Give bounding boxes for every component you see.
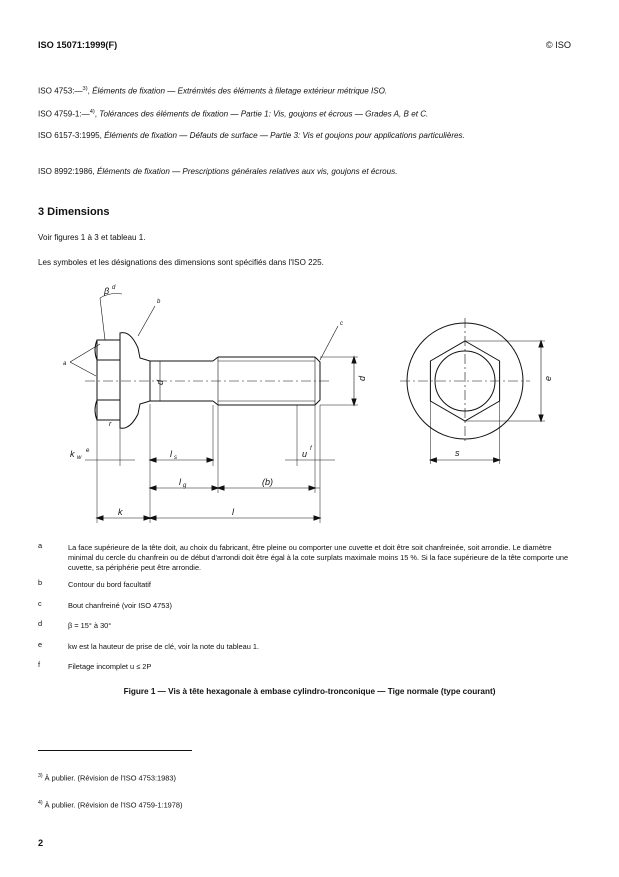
label-u-note: f — [310, 446, 312, 452]
footnote-mark: c — [38, 599, 42, 608]
label-kw-sub: w — [77, 455, 82, 461]
document-id: ISO 15071:1999(F) — [38, 40, 118, 50]
footnote-separator — [38, 750, 192, 751]
label-ls: l — [170, 449, 172, 459]
label-u: u — [302, 449, 308, 459]
label-lg-sub: g — [183, 483, 187, 489]
label-e: e — [543, 375, 553, 381]
label-ds: d — [155, 379, 165, 385]
footnote-text: Bout chanfreiné (voir ISO 4753) — [68, 601, 172, 610]
label-beta-note: d — [112, 285, 116, 291]
footnote-mark: f — [38, 660, 41, 669]
footnote-text: β = 15° à 30° — [68, 621, 112, 630]
label-kw: k — [70, 449, 75, 459]
footnote-text: kw est la hauteur de prise de clé, voir la note du tableau 1. — [68, 642, 260, 651]
label-c: c — [340, 321, 343, 327]
page-footnote: $^{4)}$ À publier. (Révision de l'ISO 4759-1:1978) — [38, 800, 183, 810]
label-l: l — [232, 507, 234, 517]
bolt-technical-drawing — [0, 278, 619, 528]
reference-item: ISO 6157-3:1995, Éléments de fixation — Défauts de surface — Partie 3: Vis et goujons pour applications particulières. — [38, 131, 465, 140]
page-footnote: $^{3)}$ À publier. (Révision de l'ISO 4753:1983) — [38, 773, 176, 783]
footnote-mark: d — [38, 619, 43, 628]
footnote-mark: b — [38, 578, 43, 587]
reference-item: ISO 4753:—$^{3)}$, Éléments de fixation — Extrémités des éléments à filetage extérieur métrique ISO. — [38, 86, 388, 96]
copyright-mark: © ISO — [545, 40, 571, 50]
figure-caption: Figure 1 — Vis à tête hexagonale à embase cylindro-tronconique — Tige normale (type courant) — [123, 687, 496, 696]
reference-item: ISO 4759-1:—$^{4)}$, Tolérances des éléments de fixation — Partie 1: Vis, goujons et écrous — Grades A, B et C. — [38, 109, 429, 119]
label-lg: l — [179, 477, 181, 487]
reference-item: ISO 8992:1986, Éléments de fixation — Prescriptions générales relatives aux vis, goujons et écrous. — [38, 167, 398, 176]
label-ls-sub: s — [174, 455, 177, 461]
label-d: d — [357, 375, 367, 381]
footnote-mark: e — [38, 640, 43, 649]
footnote-text: Contour du bord facultatif — [68, 580, 151, 589]
label-b-paren: (b) — [262, 477, 273, 487]
label-s: s — [455, 448, 460, 458]
label-kw-note: e — [86, 448, 90, 454]
footnote-mark: a — [38, 541, 43, 550]
footnote-text: La face supérieure de la tête doit, au choix du fabricant, être pleine ou comporter une cuvette et doit être soit chanfreinée, soit arrondie. Le diamètre minimal du cercle du chanfrein ou de début d'arrondi doit être égal à la cote surplats maximale moins 15 %. Si la face supérieure de la tête comporte une cuvette, sa périphérie peut être arrondie. — [68, 543, 569, 572]
section-text: Voir figures 1 à 3 et tableau 1. — [38, 233, 146, 242]
label-b: b — [157, 299, 161, 305]
label-a: a — [63, 361, 67, 367]
footnote-text: Filetage incomplet u ≤ 2P — [68, 662, 152, 671]
label-r: r — [109, 421, 112, 428]
section-text: Les symboles et les désignations des dimensions sont spécifiés dans l'ISO 225. — [38, 258, 324, 267]
section-heading: 3 Dimensions — [38, 206, 110, 218]
label-beta: β — [104, 286, 110, 296]
page-number: 2 — [38, 838, 44, 848]
label-k: k — [118, 507, 123, 517]
